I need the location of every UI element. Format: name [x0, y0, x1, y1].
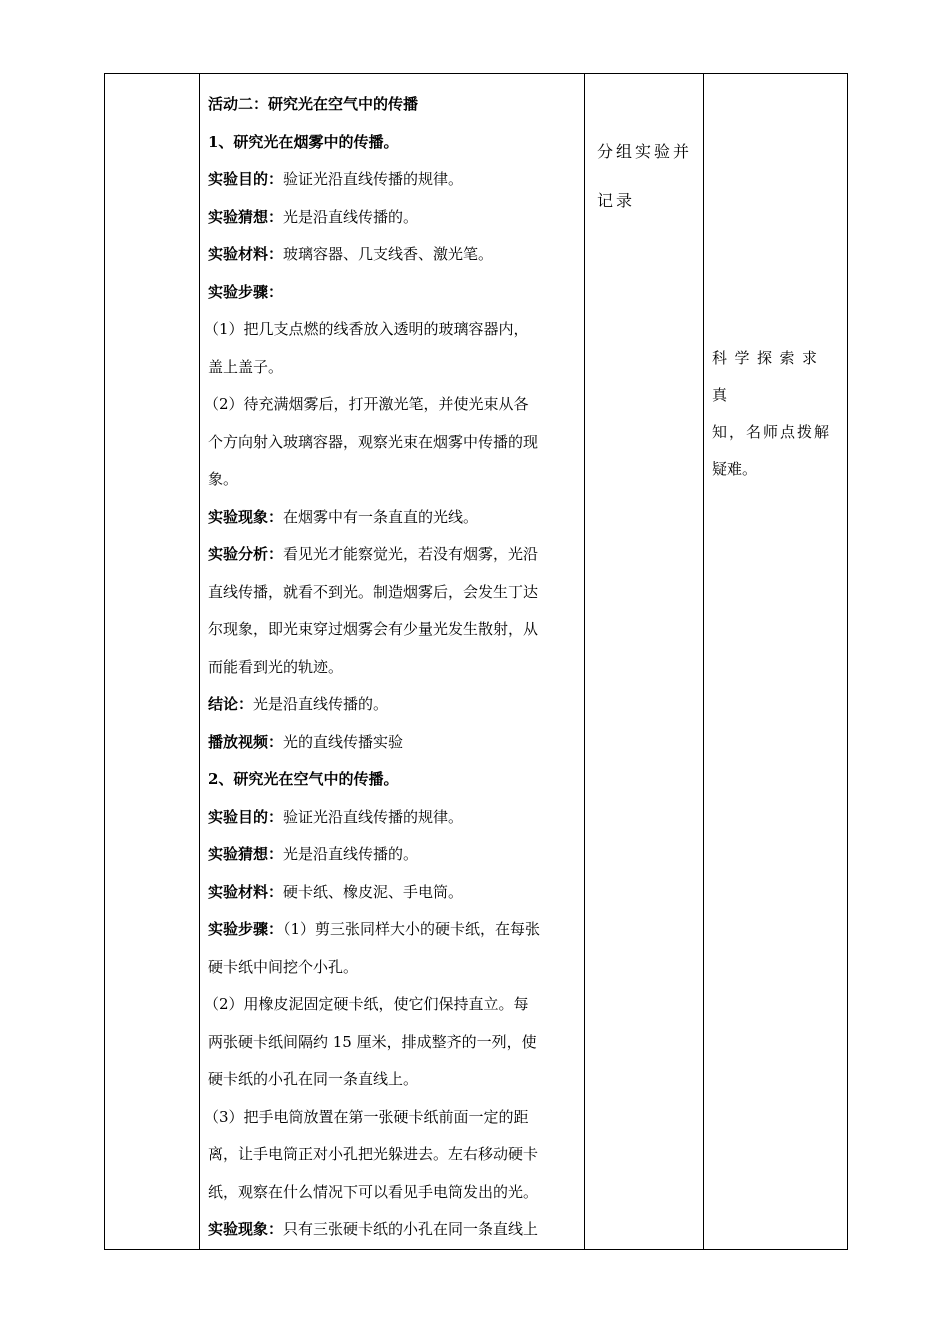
- section2-heading: 2、研究光在空气中的传播。: [208, 770, 399, 788]
- section2-purpose: 实验目的：验证光沿直线传播的规律。: [208, 807, 464, 826]
- section1-video: 播放视频：光的直线传播实验: [208, 732, 404, 751]
- student-activity-line2: 记录: [597, 191, 636, 210]
- section1-heading: 1、研究光在烟雾中的传播。: [208, 132, 399, 151]
- design-intent-cell: [704, 74, 848, 1250]
- section1-steps-label: 实验步骤：: [208, 282, 284, 301]
- section1-analysis-line1: 实验分析：看见光才能察觉光，若没有烟雾，光沿: [208, 545, 539, 563]
- section1-conclusion: 结论：光是沿直线传播的。: [208, 695, 389, 713]
- section2-guess: 实验猜想：光是沿直线传播的。: [208, 845, 419, 863]
- lesson-plan-table: [104, 73, 848, 1250]
- section2-step1-line2: 硬卡纸中间挖个小孔。: [208, 957, 359, 976]
- design-intent-line3: 疑难。: [712, 460, 758, 478]
- section2-step2-line2: 两张硬卡纸间隔约 15 厘米，排成整齐的一列，使: [208, 1032, 537, 1051]
- section1-step2-line1: （2）待充满烟雾后，打开激光笔，并使光束从各: [204, 395, 529, 413]
- section1-step1-line1: （1）把几支点燃的线香放入透明的玻璃容器内，: [204, 320, 529, 338]
- section1-guess: 实验猜想：光是沿直线传播的。: [208, 207, 419, 226]
- section2-step3-line2: 离，让手电筒正对小孔把光躲进去。左右移动硬卡: [208, 1145, 539, 1163]
- section1-step2-line2: 个方向射入玻璃容器，观察光束在烟雾中传播的现: [208, 432, 539, 451]
- section2-materials: 实验材料：硬卡纸、橡皮泥、手电筒。: [208, 882, 464, 901]
- section2-step2-line3: 硬卡纸的小孔在同一条直线上。: [208, 1070, 419, 1088]
- stage-cell: [105, 74, 200, 1250]
- student-activity-line1: 分组实验并: [597, 142, 693, 161]
- section2-step2-line1: （2）用橡皮泥固定硬卡纸，使它们保持直立。每: [204, 995, 529, 1013]
- design-intent-line1: 科学探索求真: [712, 349, 825, 404]
- section1-step1-line2: 盖上盖子。: [208, 357, 284, 376]
- section1-analysis-line4: 而能看到光的轨迹。: [208, 657, 344, 676]
- table-row: [105, 74, 848, 1250]
- section2-phenomenon: 实验现象：只有三张硬卡纸的小孔在同一条直线上: [208, 1220, 539, 1238]
- section2-step3-line1: （3）把手电筒放置在第一张硬卡纸前面一定的距: [204, 1107, 529, 1126]
- section1-step2-line3: 象。: [208, 470, 239, 488]
- section1-analysis-line2: 直线传播，就看不到光。制造烟雾后，会发生丁达: [208, 582, 539, 601]
- teaching-process-cell: [200, 74, 585, 1250]
- design-intent-line2: 知，名师点拨解: [712, 423, 832, 441]
- section1-purpose: 实验目的：验证光沿直线传播的规律。: [208, 170, 464, 188]
- section2-step1-line1: 实验步骤：（1）剪三张同样大小的硬卡纸，在每张: [208, 920, 541, 938]
- section1-materials: 实验材料：玻璃容器、几支线香、激光笔。: [208, 245, 494, 263]
- section1-phenomenon: 实验现象：在烟雾中有一条直直的光线。: [208, 507, 479, 526]
- section2-step3-line3: 纸，观察在什么情况下可以看见手电筒发出的光。: [208, 1182, 539, 1201]
- section1-analysis-line3: 尔现象，即光束穿过烟雾会有少量光发生散射，从: [208, 620, 539, 638]
- activity-title: 活动二：研究光在空气中的传播: [208, 95, 419, 113]
- student-activity-cell: [585, 74, 704, 1250]
